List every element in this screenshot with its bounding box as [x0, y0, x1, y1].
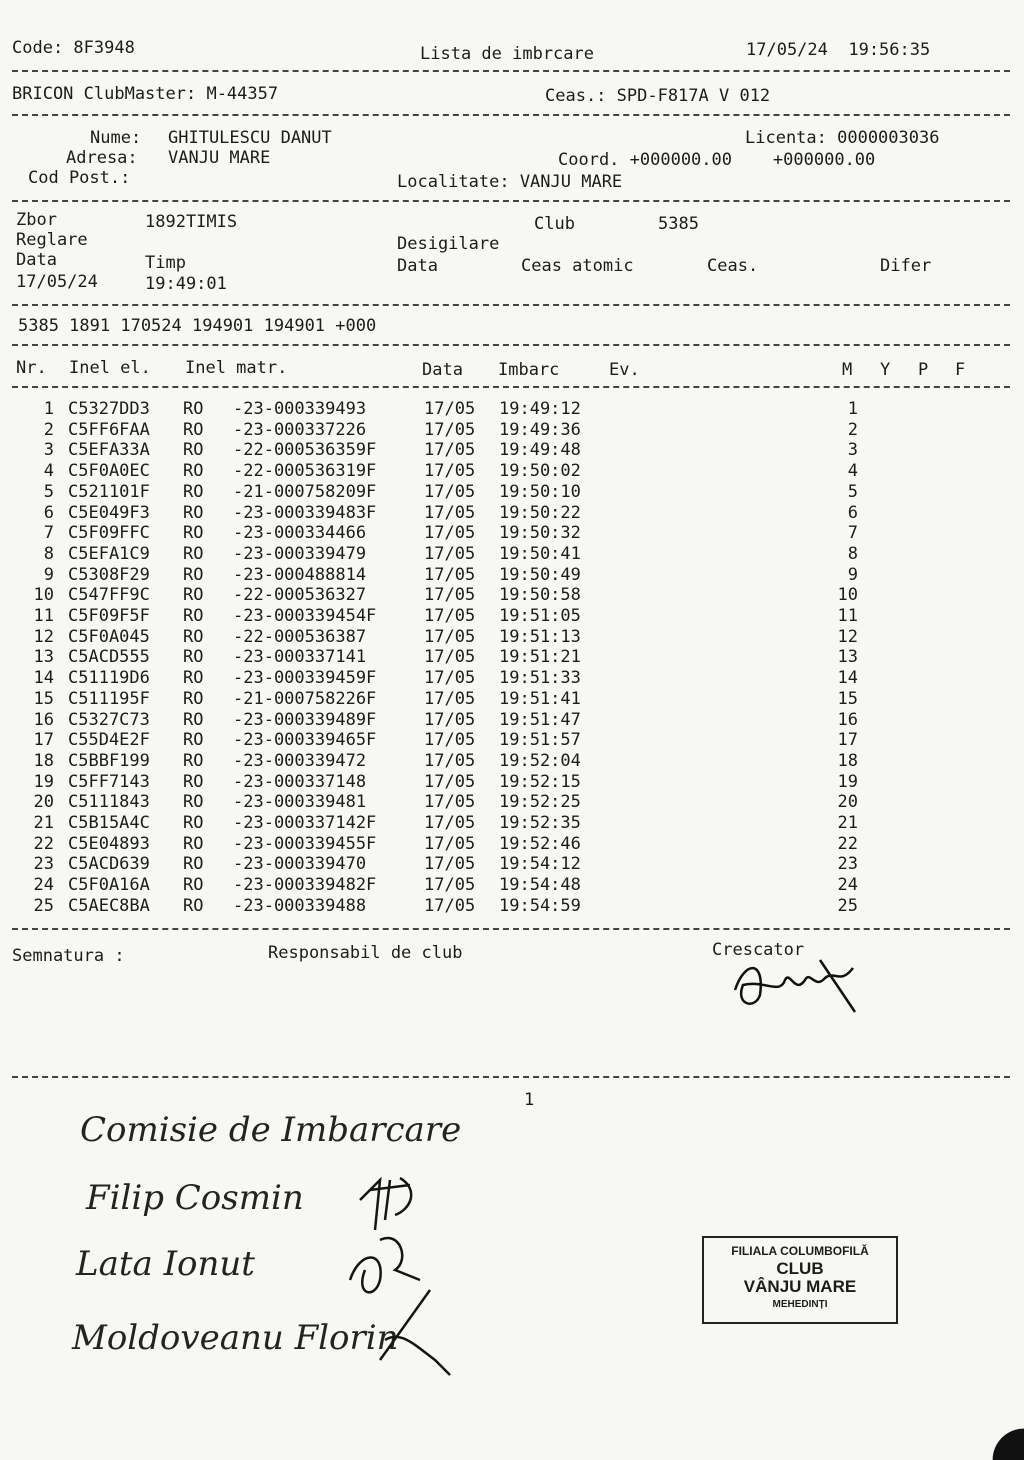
cell-matr: -23-000337226: [233, 419, 367, 440]
cell-el: C5FF6FAA: [68, 419, 150, 440]
cell-time: 19:51:47: [499, 709, 581, 730]
cell-cc: RO: [183, 564, 204, 585]
col-data: Data: [422, 360, 463, 380]
divider: [12, 200, 1010, 202]
cell-matr: -23-000339472: [233, 750, 367, 771]
cell-matr: -22-000536387: [233, 626, 367, 647]
postal-code-label: Cod Post.:: [28, 168, 131, 188]
cell-time: 19:51:41: [499, 688, 581, 709]
cell-el: C5308F29: [68, 564, 150, 585]
cell-data: 17/05: [424, 647, 476, 668]
locality: Localitate: VANJU MARE: [397, 172, 623, 192]
table-row: [0, 751, 1024, 771]
cell-nr: 6: [43, 502, 54, 523]
name-label: Nume:: [90, 128, 142, 148]
cell-cc: RO: [183, 771, 204, 792]
table-row: [0, 461, 1024, 481]
divider: [12, 70, 1010, 72]
cell-m: 3: [847, 440, 858, 461]
cell-nr: 21: [33, 813, 54, 833]
cell-m: 16: [837, 709, 858, 730]
divider: [12, 928, 1010, 930]
club-label: Club: [534, 214, 575, 234]
cell-nr: 1: [43, 399, 54, 419]
club-stamp: [702, 1236, 898, 1324]
cell-data: 17/05: [424, 564, 476, 585]
setting-label: Reglare: [16, 230, 88, 250]
divider: [12, 304, 1010, 306]
cell-cc: RO: [183, 833, 204, 854]
col-y: Y: [880, 360, 891, 380]
cell-data: 17/05: [424, 688, 476, 709]
cell-nr: 2: [43, 419, 54, 440]
cell-time: 19:52:04: [499, 750, 581, 771]
cell-m: 11: [837, 606, 858, 626]
cell-matr: -23-000339454F: [233, 606, 377, 626]
cell-matr: -23-000334466: [233, 523, 367, 544]
cell-el: C5FF7143: [68, 771, 150, 792]
cell-nr: 25: [33, 895, 54, 916]
cell-time: 19:52:25: [499, 792, 581, 813]
cell-el: C547FF9C: [68, 585, 150, 606]
table-row: [0, 792, 1024, 812]
time-label: Timp: [145, 253, 186, 273]
cell-data: 17/05: [424, 875, 476, 896]
cell-time: 19:54:59: [499, 895, 581, 916]
page-corner-shadow: [984, 1420, 1024, 1460]
stamp-line-2: CLUB: [776, 1259, 824, 1278]
cell-data: 17/05: [424, 668, 476, 689]
table-row: [0, 606, 1024, 626]
cell-el: C5AEC8BA: [68, 895, 150, 916]
cell-nr: 11: [33, 606, 54, 626]
setting-date: 17/05/24: [16, 272, 98, 292]
cell-cc: RO: [183, 419, 204, 440]
cell-el: C5E04893: [68, 833, 150, 854]
cell-nr: 4: [43, 461, 54, 482]
cell-m: 18: [837, 750, 858, 771]
cell-el: C5327C73: [68, 709, 150, 730]
cell-cc: RO: [183, 626, 204, 647]
cell-m: 13: [837, 647, 858, 668]
cell-cc: RO: [183, 647, 204, 668]
print-datetime: 17/05/24 19:56:35: [746, 40, 931, 60]
cell-data: 17/05: [424, 709, 476, 730]
table-row: [0, 399, 1024, 419]
club-responsible-label: Responsabil de club: [268, 943, 463, 963]
table-row: [0, 627, 1024, 647]
cell-cc: RO: [183, 606, 204, 626]
col-m: M: [842, 360, 853, 380]
cell-el: C5F09FFC: [68, 523, 150, 544]
cell-data: 17/05: [424, 792, 476, 813]
cell-m: 21: [837, 813, 858, 833]
table-row: [0, 503, 1024, 523]
clock-label: Ceas.: [707, 256, 759, 276]
cell-el: C5EFA33A: [68, 440, 150, 461]
cell-m: 20: [837, 792, 858, 813]
flight-summary: 5385 1891 170524 194901 194901 +000: [18, 316, 377, 336]
cell-el: C5F09F5F: [68, 606, 150, 626]
col-ev: Ev.: [609, 360, 640, 380]
cell-el: C5ACD639: [68, 854, 150, 875]
cell-matr: -22-000536319F: [233, 461, 377, 482]
col-p: P: [918, 360, 929, 380]
cell-cc: RO: [183, 688, 204, 709]
cell-cc: RO: [183, 854, 204, 875]
cell-cc: RO: [183, 750, 204, 771]
cell-nr: 15: [33, 688, 54, 709]
cell-m: 24: [837, 875, 858, 896]
cell-el: C521101F: [68, 481, 150, 502]
setting-time: 19:49:01: [145, 274, 227, 294]
cell-data: 17/05: [424, 813, 476, 833]
cell-cc: RO: [183, 875, 204, 896]
cell-matr: -22-000536359F: [233, 440, 377, 461]
col-imbarc: Imbarc: [498, 360, 560, 380]
cell-matr: -23-000339493: [233, 399, 367, 419]
cell-nr: 7: [43, 523, 54, 544]
cell-data: 17/05: [424, 833, 476, 854]
cell-m: 7: [847, 523, 858, 544]
cell-cc: RO: [183, 709, 204, 730]
cell-nr: 10: [33, 585, 54, 606]
cell-nr: 9: [43, 564, 54, 585]
cell-nr: 17: [33, 730, 54, 751]
cell-nr: 22: [33, 833, 54, 854]
cell-m: 14: [837, 668, 858, 689]
cell-data: 17/05: [424, 895, 476, 916]
cell-time: 19:51:21: [499, 647, 581, 668]
club-master: BRICON ClubMaster: M-44357: [12, 84, 279, 104]
cell-data: 17/05: [424, 585, 476, 606]
table-row: [0, 772, 1024, 792]
cell-nr: 5: [43, 481, 54, 502]
cell-cc: RO: [183, 895, 204, 916]
table-row: [0, 420, 1024, 440]
cell-time: 19:50:22: [499, 502, 581, 523]
cell-el: C5111843: [68, 792, 150, 813]
cell-data: 17/05: [424, 419, 476, 440]
cell-nr: 23: [33, 854, 54, 875]
cell-time: 19:51:33: [499, 668, 581, 689]
cell-nr: 14: [33, 668, 54, 689]
cell-time: 19:51:05: [499, 606, 581, 626]
cell-matr: -23-000339488: [233, 895, 367, 916]
cell-cc: RO: [183, 813, 204, 833]
table-row: [0, 523, 1024, 543]
cell-data: 17/05: [424, 771, 476, 792]
cell-matr: -23-000339489F: [233, 709, 377, 730]
cell-time: 19:54:48: [499, 875, 581, 896]
cell-m: 2: [847, 419, 858, 440]
atomic-clock-label: Ceas atomic: [521, 256, 634, 276]
cell-time: 19:50:41: [499, 543, 581, 564]
cell-el: C5ACD555: [68, 647, 150, 668]
commission-member-2: Lata Ionut: [76, 1244, 255, 1284]
cell-el: C5327DD3: [68, 399, 150, 419]
cell-cc: RO: [183, 668, 204, 689]
cell-data: 17/05: [424, 481, 476, 502]
commission-title: Comisie de Imbarcare: [80, 1110, 462, 1150]
cell-time: 19:49:12: [499, 399, 581, 419]
col-nr: Nr.: [16, 358, 47, 378]
signature-label: Semnatura :: [12, 946, 125, 966]
table-row: [0, 647, 1024, 667]
cell-m: 6: [847, 502, 858, 523]
table-row: [0, 854, 1024, 874]
cell-m: 10: [837, 585, 858, 606]
cell-nr: 3: [43, 440, 54, 461]
cell-m: 22: [837, 833, 858, 854]
cell-time: 19:52:15: [499, 771, 581, 792]
unsealing-label: Desigilare: [397, 234, 500, 254]
stamp-line-3: VÂNJU MARE: [743, 1277, 857, 1296]
divider: [12, 386, 1010, 388]
table-row: [0, 875, 1024, 895]
cell-time: 19:54:12: [499, 854, 581, 875]
divider: [12, 344, 1010, 346]
cell-el: C55D4E2F: [68, 730, 150, 751]
table-row: [0, 440, 1024, 460]
table-row: [0, 689, 1024, 709]
cell-data: 17/05: [424, 730, 476, 751]
cell-matr: -23-000339481: [233, 792, 367, 813]
cell-matr: -23-000339465F: [233, 730, 377, 751]
cell-m: 19: [837, 771, 858, 792]
cell-m: 5: [847, 481, 858, 502]
cell-el: C5BBF199: [68, 750, 150, 771]
commission-member-3: Moldoveanu Florin: [72, 1318, 399, 1358]
cell-nr: 12: [33, 626, 54, 647]
cell-matr: -23-000339479: [233, 543, 367, 564]
cell-time: 19:51:57: [499, 730, 581, 751]
cell-data: 17/05: [424, 750, 476, 771]
col-f: F: [955, 360, 966, 380]
stamp-line-4: MEHEDINȚI: [772, 1299, 828, 1310]
cell-cc: RO: [183, 543, 204, 564]
cell-time: 19:49:48: [499, 440, 581, 461]
cell-cc: RO: [183, 440, 204, 461]
cell-matr: -22-000536327: [233, 585, 367, 606]
table-row: [0, 585, 1024, 605]
clock-id: Ceas.: SPD-F817A V 012: [545, 86, 771, 106]
col-inel-matr: Inel matr.: [185, 358, 288, 378]
table-row: [0, 896, 1024, 916]
divider: [12, 114, 1010, 116]
cell-m: 15: [837, 688, 858, 709]
table-row: [0, 813, 1024, 833]
code-label: Code: 8F3948: [12, 38, 135, 58]
cell-time: 19:50:10: [499, 481, 581, 502]
cell-matr: -21-000758226F: [233, 688, 377, 709]
cell-cc: RO: [183, 730, 204, 751]
cell-m: 17: [837, 730, 858, 751]
cell-matr: -23-000339455F: [233, 833, 377, 854]
cell-cc: RO: [183, 523, 204, 544]
cell-nr: 16: [33, 709, 54, 730]
cell-data: 17/05: [424, 606, 476, 626]
date-label: Data: [16, 250, 57, 270]
table-row: [0, 710, 1024, 730]
commission-signatures: [340, 1170, 470, 1390]
flight-label: Zbor: [16, 210, 57, 230]
cell-time: 19:50:32: [499, 523, 581, 544]
cell-data: 17/05: [424, 523, 476, 544]
cell-matr: -23-000337148: [233, 771, 367, 792]
cell-nr: 24: [33, 875, 54, 896]
cell-data: 17/05: [424, 543, 476, 564]
col-inel-el: Inel el.: [69, 358, 151, 378]
cell-cc: RO: [183, 461, 204, 482]
cell-nr: 18: [33, 750, 54, 771]
cell-data: 17/05: [424, 399, 476, 419]
stamp-line-1: FILIALA COLUMBOFILĂ: [731, 1244, 869, 1258]
cell-matr: -23-000339459F: [233, 668, 377, 689]
cell-matr: -23-000488814: [233, 564, 367, 585]
coordinates: Coord. +000000.00 +000000.00: [558, 150, 876, 170]
table-row: [0, 834, 1024, 854]
cell-nr: 20: [33, 792, 54, 813]
cell-time: 19:49:36: [499, 419, 581, 440]
table-row: [0, 482, 1024, 502]
cell-el: C5F0A0EC: [68, 461, 150, 482]
difference-label: Difer: [880, 256, 932, 276]
cell-data: 17/05: [424, 854, 476, 875]
cell-nr: 19: [33, 771, 54, 792]
address-label: Adresa:: [66, 148, 138, 168]
cell-cc: RO: [183, 502, 204, 523]
cell-time: 19:50:58: [499, 585, 581, 606]
cell-el: C5EFA1C9: [68, 543, 150, 564]
divider: [12, 1076, 1010, 1078]
page-number: 1: [524, 1090, 535, 1110]
table-row: [0, 730, 1024, 750]
table-row: [0, 544, 1024, 564]
cell-time: 19:52:35: [499, 813, 581, 833]
cell-matr: -23-000337141: [233, 647, 367, 668]
cell-el: C511195F: [68, 688, 150, 709]
document-title: Lista de imbrcare: [420, 44, 594, 64]
cell-matr: -23-000339470: [233, 854, 367, 875]
cell-data: 17/05: [424, 502, 476, 523]
cell-m: 4: [847, 461, 858, 482]
cell-el: C51119D6: [68, 668, 150, 689]
cell-m: 23: [837, 854, 858, 875]
club-number: 5385: [658, 214, 699, 234]
flight-id: 1892TIMIS: [145, 212, 238, 232]
cell-cc: RO: [183, 481, 204, 502]
cell-time: 19:50:49: [499, 564, 581, 585]
cell-time: 19:50:02: [499, 461, 581, 482]
cell-m: 1: [847, 399, 858, 419]
cell-m: 25: [837, 895, 858, 916]
license-number: Licenta: 0000003036: [745, 128, 940, 148]
cell-matr: -21-000758209F: [233, 481, 377, 502]
cell-el: C5F0A16A: [68, 875, 150, 896]
cell-data: 17/05: [424, 440, 476, 461]
breeder-signature: [725, 950, 865, 1020]
cell-m: 8: [847, 543, 858, 564]
breeder-label: Crescator: [712, 940, 805, 960]
cell-cc: RO: [183, 399, 204, 419]
cell-nr: 8: [43, 543, 54, 564]
cell-cc: RO: [183, 585, 204, 606]
cell-m: 12: [837, 626, 858, 647]
cell-data: 17/05: [424, 461, 476, 482]
unsealing-date-label: Data: [397, 256, 438, 276]
cell-matr: -23-000337142F: [233, 813, 377, 833]
cell-matr: -23-000339483F: [233, 502, 377, 523]
cell-m: 9: [847, 564, 858, 585]
commission-member-1: Filip Cosmin: [86, 1178, 304, 1218]
owner-name: GHITULESCU DANUT: [168, 128, 332, 148]
table-row: [0, 565, 1024, 585]
cell-el: C5F0A045: [68, 626, 150, 647]
owner-address: VANJU MARE: [168, 148, 271, 168]
cell-nr: 13: [33, 647, 54, 668]
cell-data: 17/05: [424, 626, 476, 647]
cell-cc: RO: [183, 792, 204, 813]
cell-matr: -23-000339482F: [233, 875, 377, 896]
cell-time: 19:51:13: [499, 626, 581, 647]
cell-el: C5E049F3: [68, 502, 150, 523]
table-row: [0, 668, 1024, 688]
cell-el: C5B15A4C: [68, 813, 150, 833]
cell-time: 19:52:46: [499, 833, 581, 854]
